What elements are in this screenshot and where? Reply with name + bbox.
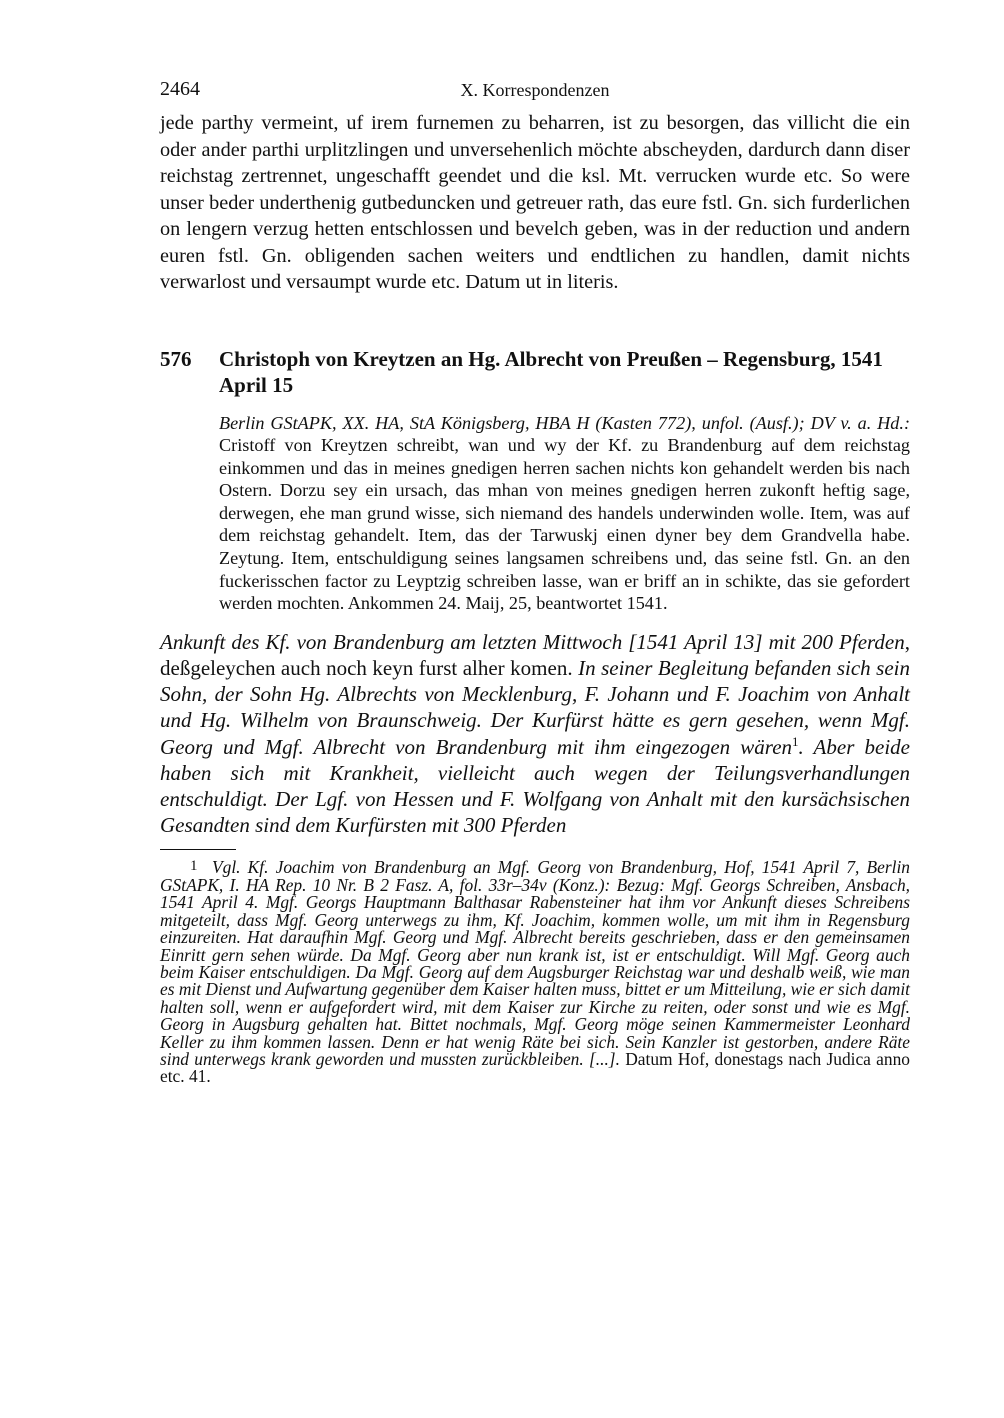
footnote-number: 1 (190, 858, 198, 875)
main-text-part-4: . Aber beide haben sich mit Krankheit, vielleicht auch wegen der Teilungsverhandlungen entschuldigt. Der Lgf. von Hessen und F. Wolfgang von Anhalt mit den kursächsischen Gesandten sind dem Kurfürsten mit 300 Pferden (160, 734, 910, 838)
document-number: 576 (160, 346, 192, 371)
regest-text: Cristoff von Kreytzen schreibt, wan und wy der Kf. zu Brandenburg auf dem reichstag einkommen und das in meines gnedigen herren sachen nichts kon gehandelt werden bis nach Ostern. Dorzu sey ein ursach, das mhan von meines gnedigen herren zukonft heftig sage, derwegen, ehe man grund wisse, sich niemand des handels underwinden wolle. Item, was auf dem reichstag gehandelt. Item, das der Tarwuskj einen dyner bey dem Grandvella habe. Zeytung. Item, entschuldigung seines langsamen schreibens und, das seine fstl. Gn. an den fuckerisschen factor zu Leyptzig schreiben lasse, wan er briff an in schikte, das sie gefordert werden mochten. Ankommen 24. Maij, 25, beantwortet 1541. (219, 435, 910, 614)
source-reference: Berlin GStAPK, XX. HA, StA Königsberg, HBA H (Kasten 772), unfol. (Ausf.); DV v. a. Hd.: (219, 412, 910, 433)
main-text-part-2: , deßgeleychen auch noch keyn furst alher komen. (160, 629, 910, 681)
footnote (160, 858, 910, 1085)
document-title: Christoph von Kreytzen an Hg. Albrecht von Preußen – Regensburg, 1541 April 15 (219, 346, 883, 397)
continuation-paragraph: jede parthy vermeint, uf irem furnemen zu beharren, ist zu besorgen, das villicht die ein oder ander parthi urplitzlingen und unversehenlich möchte abscheyden, dardurch dann diser reichstag zertrennet, ungeschafft geendet und die ksl. Mt. verrucken wurde etc. So were unser beder underthenig gutbeduncken und getreuer rath, das eure fstl. Gn. sich furderlichen on lengern verzug hetten entschlossen und bevelch geben, was in der reduction und andern euren fstl. Gn. obligenden sachen weiters und endtlichen zu handlen, damit nichts verwarlost und versaumpt wurde etc. Datum ut in literis. (160, 112, 910, 293)
footnote-reference[interactable]: 1 (792, 733, 799, 749)
footnote-roman-text: Datum Hof, donestags nach Judica anno etc. 41. (160, 1048, 910, 1087)
main-text (160, 629, 910, 839)
page-header (160, 78, 910, 110)
footnote-divider (160, 849, 236, 850)
document-page (160, 78, 910, 1103)
main-text-part-3: In seiner Begleitung befanden sich sein Sohn, der Sohn Hg. Albrechts von Mecklenburg, F. Johann und F. Joachim von Anhalt und Hg. Wilhelm von Braunschweig. Der Kurfürst hätte es gern gesehen, wenn Mgf. Georg und Mgf. Albrecht von Brandenburg mit ihm eingezogen wären (160, 656, 911, 759)
document-regest (219, 412, 910, 615)
page-number: 2464 (160, 78, 200, 100)
document-heading (160, 346, 910, 398)
running-head: X. Korrespondenzen (460, 80, 610, 100)
footnote-italic-text: Vgl. Kf. Joachim von Brandenburg an Mgf. Georg von Brandenburg, Hof, 1541 April 7, Berlin GStAPK, I. HA Rep. 10 Nr. B 2 Fasz. A, fol. 33r–34v (Konz.): Bezug: Mgf. Georgs Schreiben, Ansbach, 1541 April 4. Mgf. Georgs Hauptmann Balthasar Rabensteiner hat ihm vor Ankunft dieses Schreibens mitgeteilt, dass Mgf. Georg unterwegs zu ihm, Kf. Joachim, kommen wolle, um mit ihm in Regensburg einzureiten. Hat daraufhin Mgf. Georg und Mgf. Albrecht bereits geschrieben, dass er den gemeinsamen Einritt gern sehen würde. Da Mgf. Georg aber nun krank ist, ist er entschuldigt. Will Mgf. Georg auch beim Kaiser entschuldigen. Da Mgf. Georg auf dem Augsburger Reichstag war und deshalb weiß, wie man es mit Dienst und Aufwartung gegenüber dem Kaiser halten muss, bittet er um Mitteilung, wie er sich damit halten soll, wenn er aufgefordert wird, mit dem Kaiser zur Kirche zu reiten, oder sonst und wie es Mgf. Georg in Augsburg gehalten hat. Bittet nochmals, Mgf. Georg möge seinen Kammermeister Leonhard Keller zu ihm kommen lassen. Denn er hat wenig Räte bei sich. Sein Kanzler ist gestorben, andere Räte sind unterwegs krank geworden und mussten zurückbleiben. [...]. (160, 857, 910, 1069)
main-text-part-1: Ankunft des Kf. von Brandenburg am letzten Mittwoch [1541 April 13] mit 200 Pferden (160, 629, 905, 654)
